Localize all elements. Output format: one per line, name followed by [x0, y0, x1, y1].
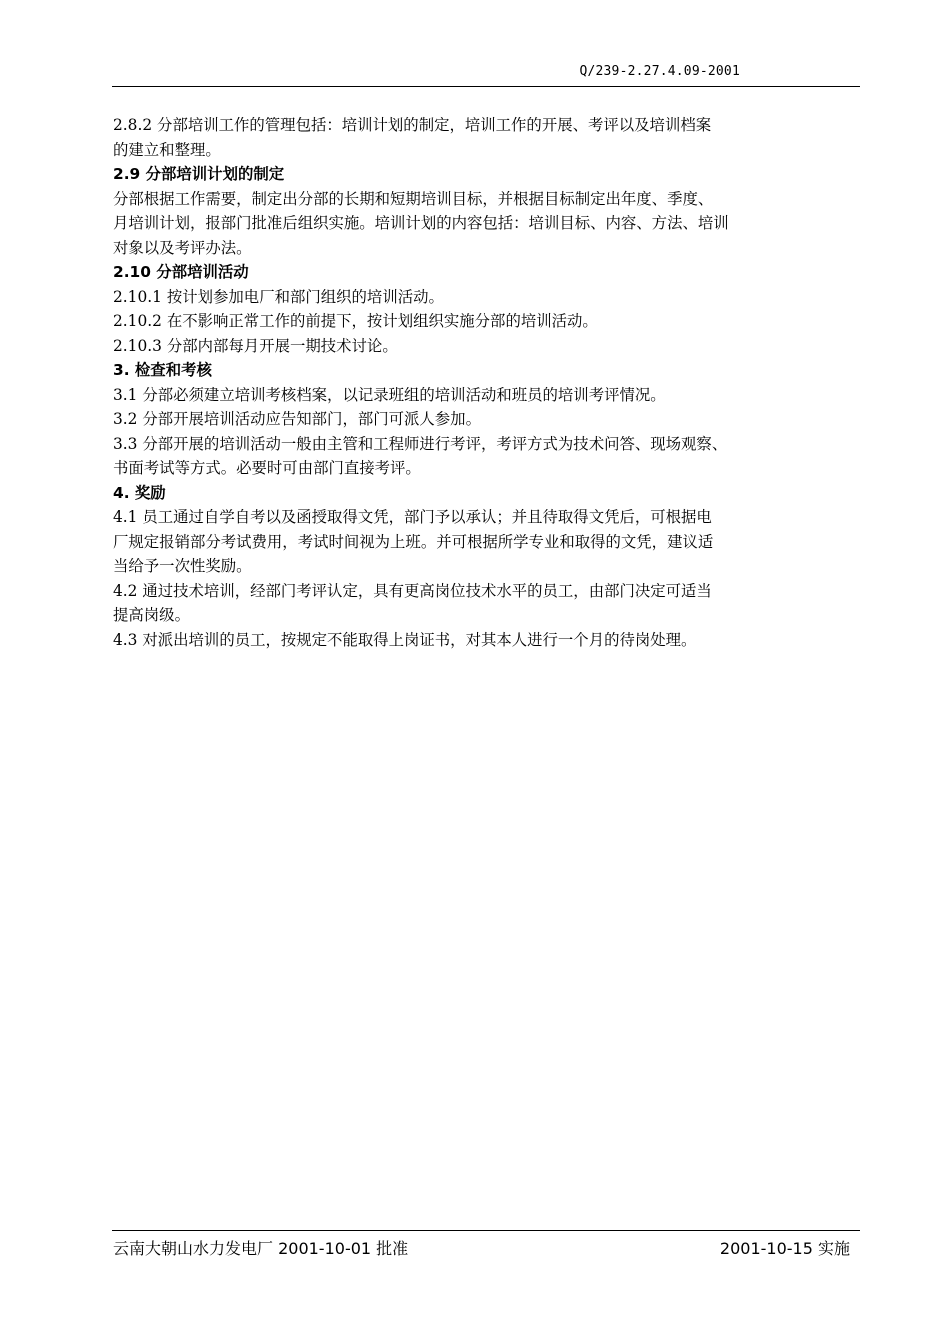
- section-heading-4: 4. 奖励: [113, 483, 166, 502]
- paragraph-4-2-line-1: 4.2 通过技术培训，经部门考评认定，具有更高岗位技术水平的员工，由部门决定可适当: [113, 581, 712, 600]
- paragraph-4-1-line-3: 当给予一次性奖励。: [113, 557, 252, 575]
- paragraph-4-2-line-2: 提高岗级。: [113, 606, 190, 624]
- paragraph-4-1-line-1: 4.1 员工通过自学自考以及函授取得文凭，部门予以承认；并且待取得文凭后，可根据电: [113, 508, 712, 526]
- paragraph-4-1-line-2: 厂规定报销部分考试费用，考试时间视为上班。并可根据所学专业和取得的文凭，建议适: [113, 532, 714, 551]
- section-heading-3: 3. 检查和考核: [113, 361, 212, 379]
- approval-info: 云南大朝山水力发电厂 2001-10-01 批准: [113, 1239, 409, 1258]
- paragraph-4-3: 4.3 对派出培训的员工，按规定不能取得上岗证书，对其本人进行一个月的待岗处理。: [113, 630, 697, 649]
- paragraph-2-10-3: 2.10.3 分部内部每月开展一期技术讨论。: [113, 336, 398, 355]
- paragraph-2-8-2-line-2: 的建立和整理。: [113, 140, 221, 159]
- document-body: [113, 113, 863, 652]
- footer-divider: [112, 1230, 860, 1231]
- header-divider: [112, 86, 860, 87]
- document-code: Q/239-2.27.4.09-2001: [579, 64, 740, 79]
- section-heading-2-9: 2.9 分部培训计划的制定: [113, 165, 285, 183]
- effective-date-info: 2001-10-15 实施: [719, 1239, 850, 1258]
- paragraph-3-1: 3.1 分部必须建立培训考核档案，以记录班组的培训活动和班员的培训考评情况。: [113, 385, 666, 404]
- paragraph-2-9-line-2: 月培训计划，报部门批准后组织实施。培训计划的内容包括：培训目标、内容、方法、培训: [113, 214, 729, 232]
- paragraph-2-9-line-3: 对象以及考评办法。: [113, 238, 252, 257]
- paragraph-3-3-line-1: 3.3 分部开展的培训活动一般由主管和工程师进行考评，考评方式为技术问答、现场观察、: [113, 434, 728, 453]
- paragraph-3-2: 3.2 分部开展培训活动应告知部门，部门可派人参加。: [113, 410, 481, 428]
- paragraph-3-3-line-2: 书面考试等方式。必要时可由部门直接考评。: [113, 459, 421, 477]
- paragraph-2-10-1: 2.10.1 按计划参加电厂和部门组织的培训活动。: [113, 287, 444, 306]
- paragraph-2-9-line-1: 分部根据工作需要，制定出分部的长期和短期培训目标，并根据目标制定出年度、季度、: [113, 189, 714, 208]
- paragraph-2-8-2-line-1: 2.8.2 分部培训工作的管理包括：培训计划的制定，培训工作的开展、考评以及培训档案: [113, 116, 712, 134]
- paragraph-2-10-2: 2.10.2 在不影响正常工作的前提下，按计划组织实施分部的培训活动。: [113, 312, 598, 330]
- section-heading-2-10: 2.10 分部培训活动: [113, 263, 249, 281]
